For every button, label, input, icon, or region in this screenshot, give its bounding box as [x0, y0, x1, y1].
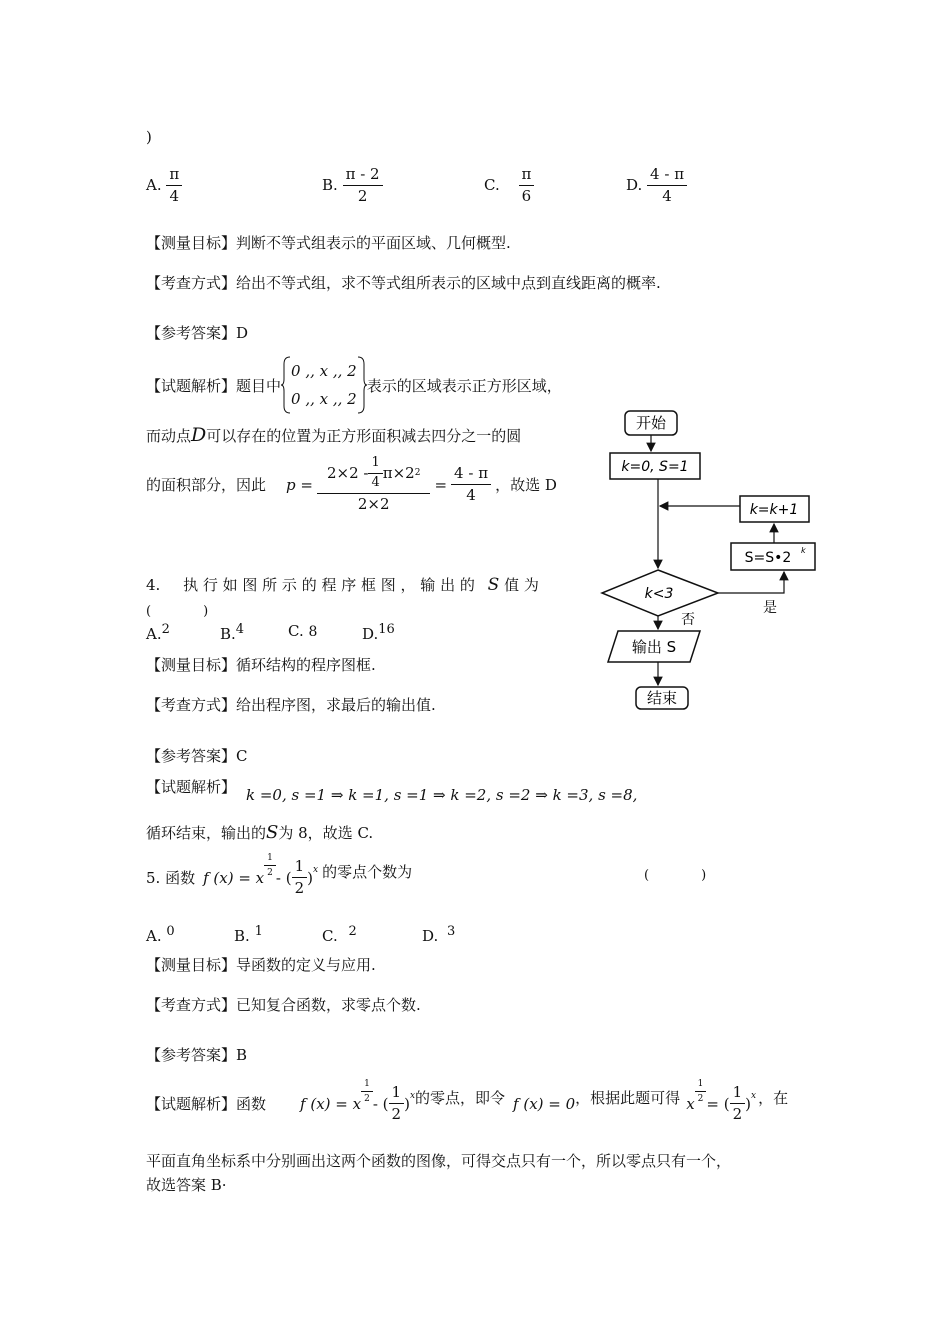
- q3-analysis-line2: [146, 424, 521, 446]
- section-text: 判断不等式组表示的平面区域、几何概型.: [236, 234, 511, 252]
- option-letter: D.: [362, 625, 379, 643]
- analysis-text: 函数: [236, 1095, 267, 1114]
- q5-analysis-line1: [146, 1078, 789, 1124]
- condition-label: k<3: [644, 586, 674, 602]
- section-label: 【参考答案】: [146, 747, 237, 765]
- frac-den: 2: [732, 1105, 743, 1124]
- inequality-system: [291, 357, 357, 413]
- q3-option-b: [322, 166, 383, 206]
- eq-mid: = (: [706, 1094, 730, 1113]
- section-label: 【测量目标】: [146, 656, 237, 674]
- exponent-fraction: [264, 853, 276, 879]
- question-text: 执 行 如 图 所 示 的 程 序 框 图 ， 输 出 的: [183, 576, 475, 594]
- q4-options: [146, 622, 395, 643]
- yes-label: 是: [763, 600, 777, 616]
- program-flowchart: [596, 404, 828, 722]
- update-s-label: S=S•2: [744, 550, 792, 566]
- analysis-text: ，根据此题可得: [575, 1089, 681, 1108]
- update-s-exponent: k: [801, 546, 806, 555]
- start-label: 开始: [635, 414, 667, 432]
- section-label: 【试题解析】: [146, 1095, 237, 1114]
- flow-output: [608, 631, 700, 662]
- q3-answer: [146, 322, 248, 343]
- output-label: 输出 S: [631, 638, 677, 656]
- option-letter: B.: [234, 927, 250, 945]
- analysis-text: 表示的区域表示正方形区域，: [366, 376, 562, 395]
- frac-num: 1: [292, 858, 308, 878]
- right-brace-icon: [357, 356, 367, 414]
- option-value: 3: [447, 924, 456, 939]
- section-label: 【参考答案】: [146, 1046, 237, 1064]
- analysis-text: 而动点: [146, 427, 192, 445]
- q3-goal: [146, 232, 511, 253]
- variable-s: S: [487, 575, 500, 595]
- frac-num: 4 - π: [647, 166, 687, 186]
- answer-value: C: [236, 747, 248, 765]
- option-letter: D.: [626, 175, 643, 194]
- q4-answer: [146, 745, 248, 766]
- q4-goal: [146, 654, 376, 675]
- equals: =: [434, 475, 448, 494]
- p-variable: p =: [286, 475, 313, 494]
- section-text: 给出程序图，求最后的输出值.: [236, 696, 436, 714]
- question-number: 4.: [146, 576, 161, 594]
- option-letter: D.: [422, 927, 439, 945]
- option-value: 4: [235, 622, 245, 637]
- answer-value: B: [236, 1046, 248, 1064]
- analysis-text: 可以存在的位置为正方形面积减去四分之一的圆: [206, 427, 522, 445]
- flow-start: [625, 411, 677, 435]
- q3-option-d: [626, 166, 687, 206]
- section-label: 【考查方式】: [146, 696, 237, 714]
- option-letter: A.: [146, 927, 162, 945]
- frac-num: 1: [368, 456, 382, 474]
- section-label: 【测量目标】: [146, 234, 237, 252]
- analysis-text: 为 8，故选 C.: [278, 824, 374, 842]
- q5-stem: [146, 852, 413, 898]
- q4-option-c: [288, 622, 362, 643]
- frac-den: 4: [466, 486, 476, 505]
- q4-option-a: [146, 622, 220, 643]
- frac-num: π: [166, 166, 182, 186]
- frac-den: 2: [294, 879, 305, 898]
- q3-option-a: [146, 166, 182, 206]
- frac-part: π×2: [382, 463, 415, 482]
- variable-s: S: [266, 822, 279, 843]
- frac-num: 4 - π: [451, 465, 491, 485]
- q5-answer: [146, 1044, 247, 1065]
- option-value: 1: [254, 924, 263, 939]
- analysis-text: 题目中: [236, 376, 282, 395]
- q5-analysis-line2: 平面直角坐标系中分别画出这两个函数的图像，可得交点只有一个，所以零点只有一个，: [146, 1152, 732, 1170]
- q5-analysis-line3: 故选答案 B·: [146, 1176, 227, 1194]
- close-paren: ): [404, 1094, 410, 1113]
- q5-option-a: [146, 924, 234, 945]
- question-text: 的零点个数为: [322, 863, 413, 882]
- q4-analysis-steps: k =0, s =1 ⇒ k =1, s =1 ⇒ k =2, s =2 ⇒ k =3, s =8,: [246, 786, 638, 804]
- option-letter: A.: [146, 625, 162, 643]
- q3-analysis-line1: [146, 356, 562, 414]
- option-value: 0: [166, 924, 175, 939]
- analysis-text: ，故选 D: [495, 476, 557, 495]
- frac-num: 1: [264, 853, 276, 866]
- frac-num: 1: [695, 1079, 707, 1092]
- q4-stem: [146, 574, 539, 595]
- frac-num: 1: [389, 1084, 405, 1104]
- section-text: 循环结构的程序图框.: [236, 656, 376, 674]
- result-fraction: [451, 465, 491, 505]
- function-expr: f (x) = x: [203, 868, 265, 887]
- exponent-fraction: [695, 1079, 707, 1105]
- frac-den: 2×2: [357, 494, 390, 513]
- frac-part: 2×2 -: [326, 463, 369, 482]
- option-letter: A.: [146, 175, 162, 194]
- flow-update-k: [740, 496, 809, 522]
- option-letter: C.: [322, 927, 338, 945]
- exponent: 2: [414, 468, 421, 479]
- no-label: 否: [681, 612, 695, 628]
- fx-zero: f (x) = 0: [513, 1094, 576, 1113]
- section-label: 【测量目标】: [146, 956, 237, 974]
- analysis-text: ，在: [758, 1089, 789, 1108]
- q3-method: [146, 272, 661, 293]
- update-k-label: k=k+1: [749, 502, 799, 518]
- minus-paren: - (: [372, 1094, 389, 1113]
- option-value: 2: [161, 622, 170, 637]
- section-label: 【参考答案】: [146, 324, 237, 342]
- flow-end: [636, 687, 688, 709]
- q4-conclusion: [146, 822, 373, 843]
- frac-den: 4: [371, 474, 380, 490]
- probability-fraction: [317, 456, 431, 513]
- left-brace-icon: [281, 356, 291, 414]
- section-label: 【考查方式】: [146, 996, 237, 1014]
- half-fraction: [389, 1084, 405, 1124]
- option-value: 2: [348, 924, 357, 939]
- flow-condition: [602, 570, 718, 616]
- q3-analysis-line3: [146, 456, 557, 513]
- frac-den: 2: [364, 1094, 370, 1105]
- q4-method: [146, 694, 436, 715]
- x-exponent: x: [751, 1090, 757, 1101]
- variable-d: D: [191, 424, 207, 446]
- top-paren: ): [146, 128, 152, 146]
- close-paren: ): [307, 868, 313, 887]
- minus-paren: - (: [275, 868, 292, 887]
- question-text: 值 为: [504, 576, 539, 594]
- q4-paren: ( ): [146, 604, 209, 619]
- option-letter: C.: [288, 622, 304, 640]
- frac-den: 6: [521, 187, 532, 206]
- function-expr: f (x) = x: [300, 1094, 362, 1113]
- q4-option-b: [220, 622, 288, 643]
- frac-den: 2: [391, 1105, 402, 1124]
- frac-num: π - 2: [343, 166, 383, 186]
- q5-options: [146, 924, 455, 945]
- option-value: 8: [308, 624, 318, 640]
- q4-option-d: [362, 622, 395, 643]
- section-text: 已知复合函数，求零点个数.: [236, 996, 421, 1014]
- frac-num: 1: [730, 1084, 746, 1104]
- exponent-fraction: [361, 1079, 373, 1105]
- section-text: 导函数的定义与应用.: [236, 956, 376, 974]
- q5-goal: [146, 954, 376, 975]
- option-letter: C.: [484, 175, 500, 194]
- q5-paren: ( ): [644, 868, 707, 883]
- analysis-text: 的零点，即令: [415, 1089, 506, 1108]
- question-number: 5. 函数: [146, 869, 196, 888]
- eq-lhs: x: [686, 1094, 695, 1113]
- option-letter: B.: [322, 175, 338, 194]
- frac-den: 4: [662, 187, 672, 206]
- inequality-2: 0 ,, x ,, 2: [291, 390, 357, 408]
- answer-value: D: [236, 324, 249, 342]
- flow-update-s: [731, 543, 815, 570]
- x-exponent: x: [313, 864, 319, 875]
- end-label: 结束: [646, 689, 678, 707]
- q5-method: [146, 994, 421, 1015]
- flow-init: [610, 453, 700, 479]
- init-label: k=0, S=1: [621, 459, 689, 475]
- q4-analysis-label: 【试题解析】: [146, 778, 237, 796]
- analysis-text: 循环结束，输出的: [146, 824, 267, 842]
- frac-den: 4: [169, 187, 180, 206]
- half-fraction: [730, 1084, 746, 1124]
- inequality-1: 0 ,, x ,, 2: [291, 362, 357, 380]
- close-paren: ): [745, 1094, 751, 1113]
- option-letter: B.: [220, 625, 236, 643]
- half-fraction: [292, 858, 308, 898]
- section-text: 给出不等式组，求不等式组所表示的区域中点到直线距离的概率.: [236, 274, 661, 292]
- q5-option-d: [422, 924, 455, 945]
- q3-option-c: [484, 166, 534, 206]
- q5-option-b: [234, 924, 322, 945]
- frac-num: 1: [361, 1079, 373, 1092]
- section-label: 【试题解析】: [146, 376, 237, 395]
- q5-option-c: [322, 924, 422, 945]
- analysis-text: 的面积部分，因此: [146, 476, 267, 495]
- frac-den: 2: [357, 187, 368, 206]
- x-exponent: x: [409, 1090, 416, 1101]
- option-value: 16: [378, 622, 395, 637]
- frac-den: 2: [267, 868, 273, 879]
- frac-num: π: [519, 166, 535, 186]
- frac-den: 2: [697, 1094, 704, 1105]
- section-label: 【考查方式】: [146, 274, 237, 292]
